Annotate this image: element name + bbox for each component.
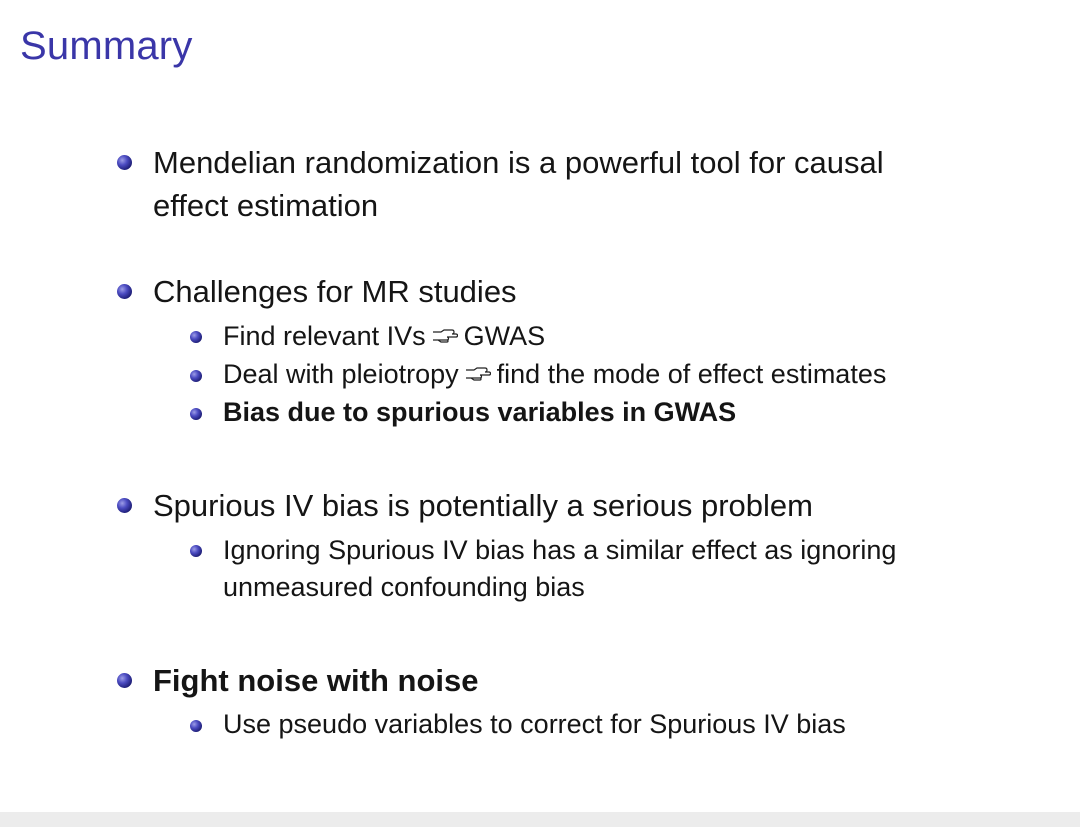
slide-title: Summary [20, 24, 193, 68]
sub-item-text: Deal with pleiotropy [223, 359, 459, 389]
bullet-text-line: effect estimation [153, 188, 379, 223]
bottom-bar [0, 812, 1080, 827]
sub-item-text-line: Ignoring Spurious IV bias has a similar effect as ignoring [223, 535, 897, 565]
sub-item-find-ivs [223, 318, 1043, 355]
sub-bullet-icon [190, 408, 202, 420]
bullet-icon [117, 155, 132, 170]
sub-bullet-icon [190, 370, 202, 382]
bullet-icon [117, 284, 132, 299]
sub-item-text-line: unmeasured confounding bias [223, 572, 585, 602]
bullet-icon [117, 673, 132, 688]
pointing-hand-icon [465, 367, 491, 381]
sub-bullet-icon [190, 545, 202, 557]
sub-item-text: Find relevant IVs [223, 321, 426, 351]
bullet-item-spurious-iv: Spurious IV bias is potentially a serious problem [153, 488, 813, 523]
bullet-item-fight-noise: Fight noise with noise [153, 663, 479, 698]
sub-bullet-icon [190, 331, 202, 343]
sub-bullet-icon [190, 720, 202, 732]
pointing-hand-icon [432, 329, 458, 343]
sub-item-pseudo-variables: Use pseudo variables to correct for Spurious IV bias [223, 709, 846, 739]
sub-item-text: find the mode of effect estimates [496, 359, 887, 389]
sub-item-ignoring-bias [223, 532, 1043, 606]
sub-item-pleiotropy [223, 356, 1043, 393]
bullet-item-mendelian [153, 141, 1033, 227]
bullet-item-challenges: Challenges for MR studies [153, 274, 517, 309]
sub-item-spurious-bias: Bias due to spurious variables in GWAS [223, 397, 737, 427]
sub-item-text: GWAS [463, 321, 546, 351]
bullet-icon [117, 498, 132, 513]
bullet-text-line: Mendelian randomization is a powerful tool for causal [153, 145, 884, 180]
